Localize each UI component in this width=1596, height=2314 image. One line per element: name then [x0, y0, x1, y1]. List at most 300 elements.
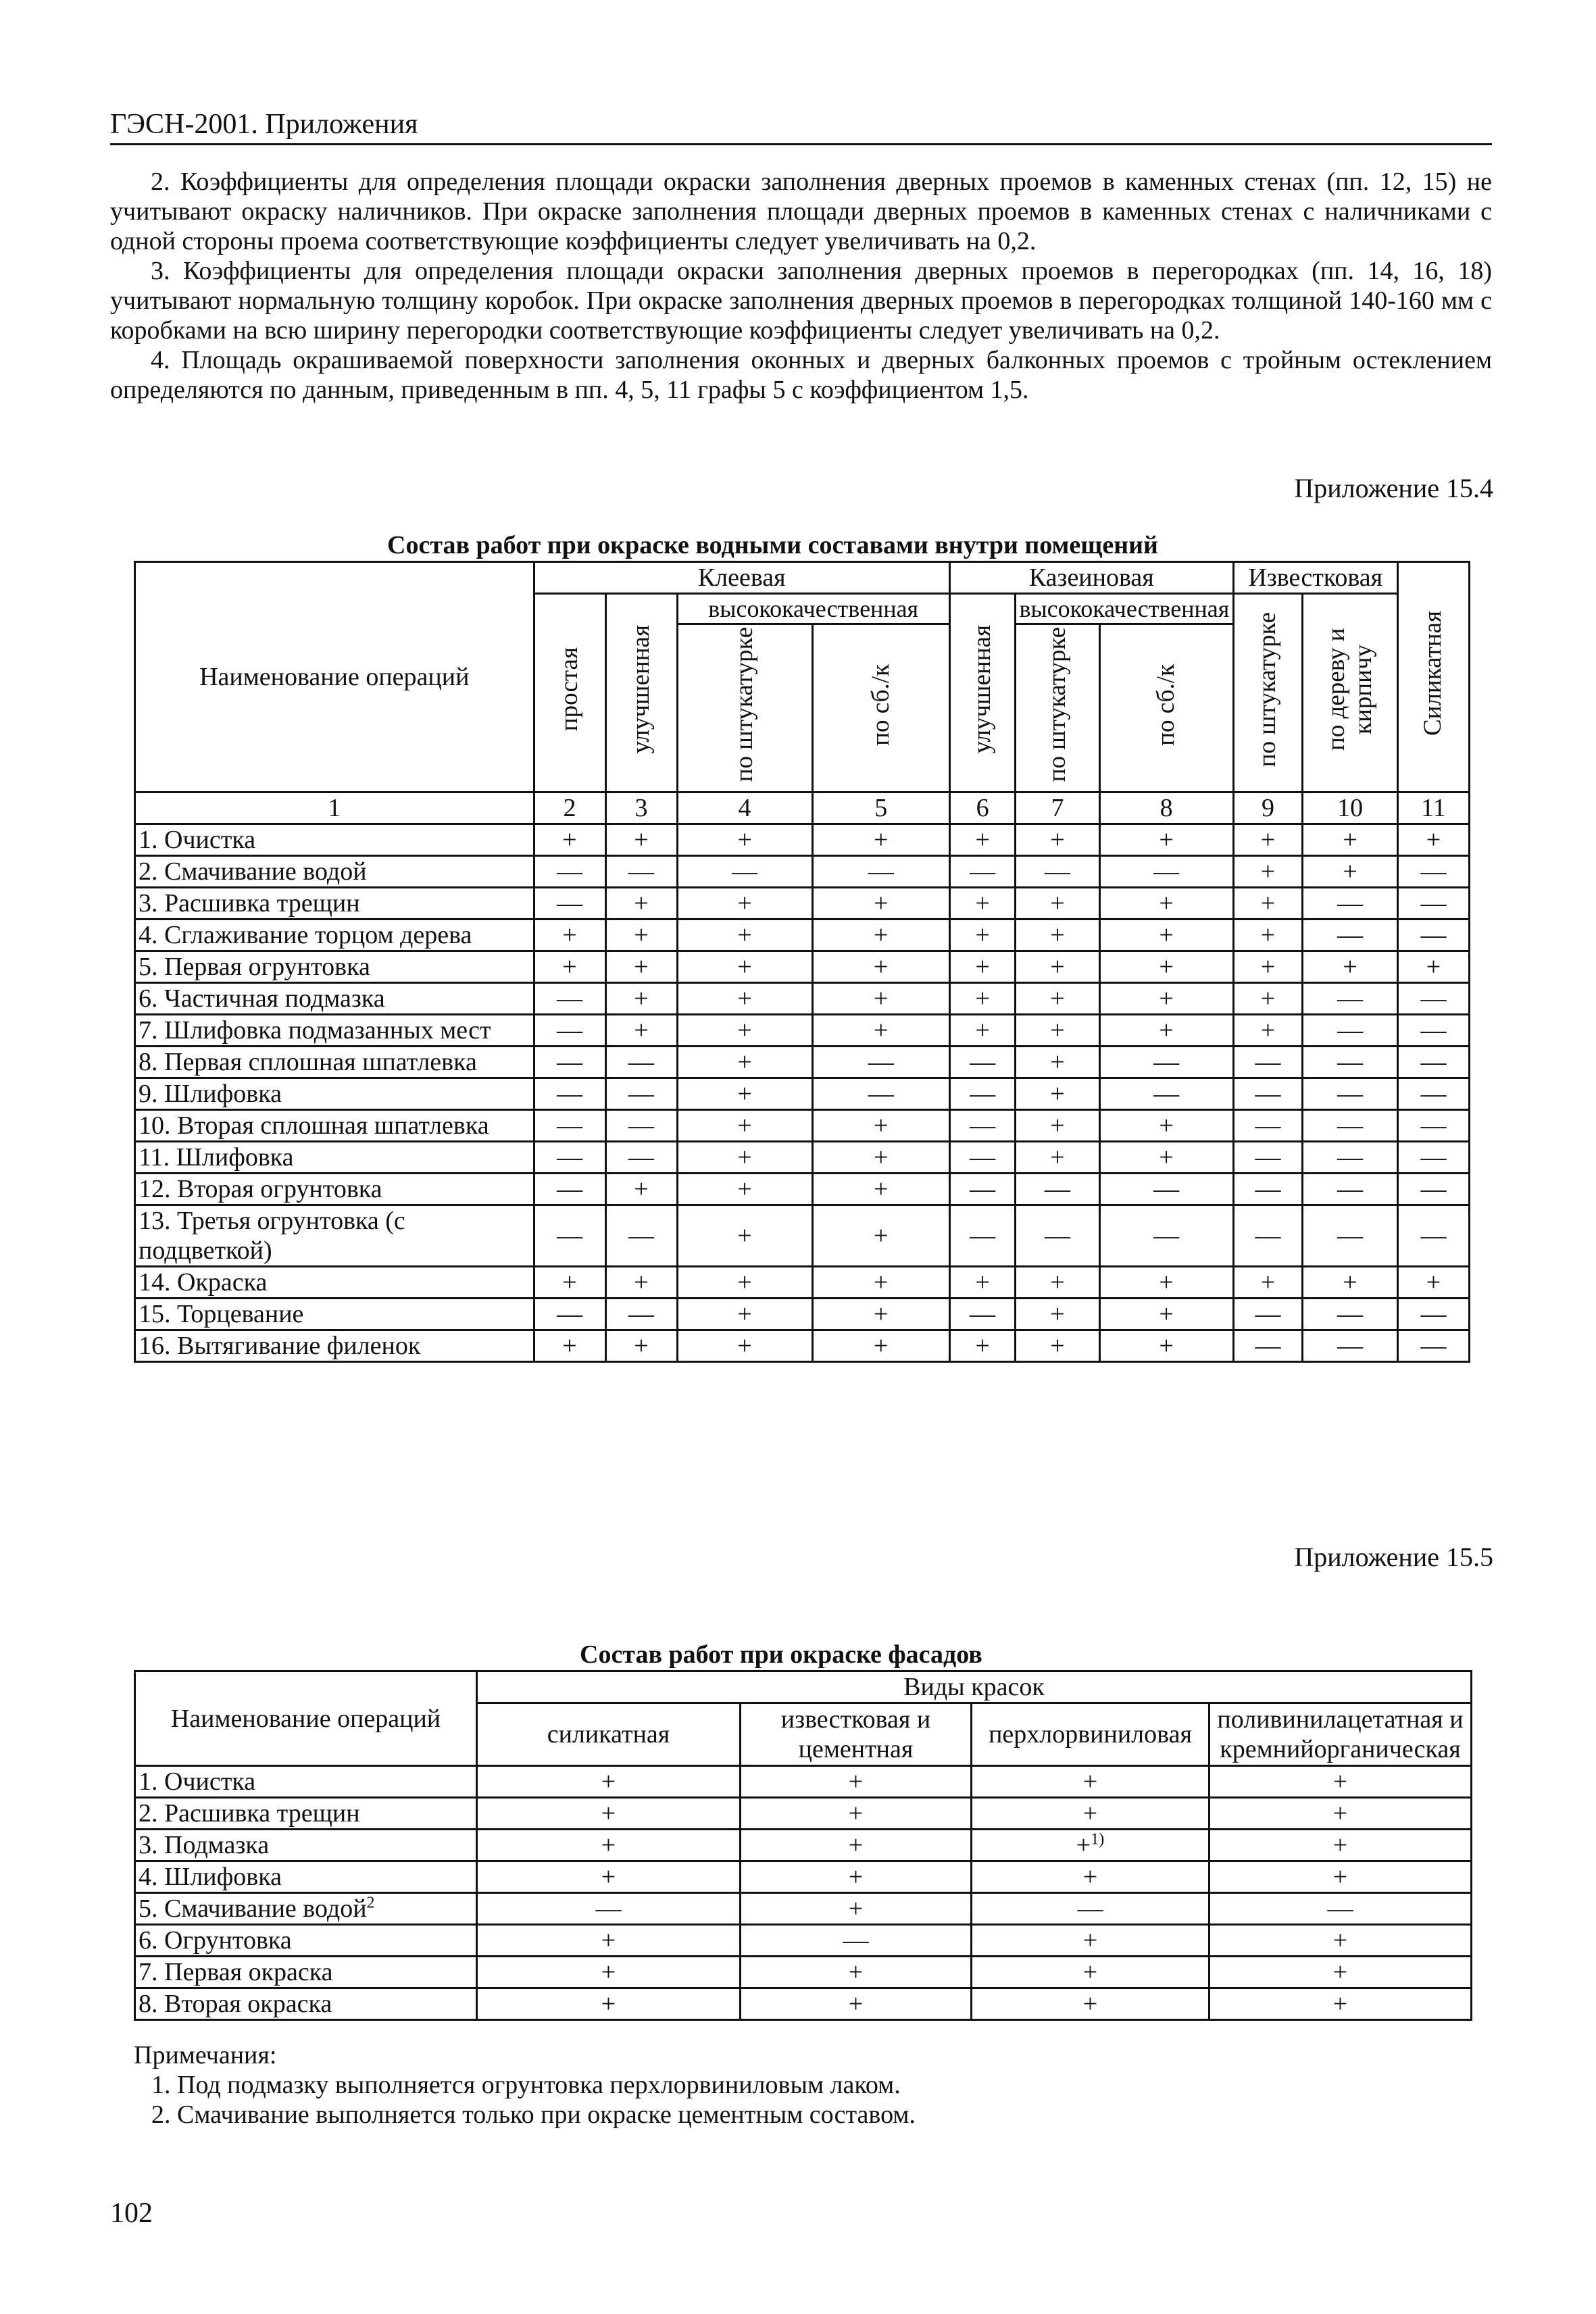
table-cell: [477, 1766, 741, 1798]
operation-name: 15. Торцевание: [135, 1299, 534, 1330]
table-cell: —: [534, 1110, 605, 1142]
operation-name: 16. Вытягивание филенок: [135, 1330, 534, 1362]
table-row: [135, 951, 1470, 983]
intro-text: [110, 167, 1492, 405]
table-cell: +: [1233, 888, 1303, 920]
table-cell: +: [605, 920, 677, 951]
table-cell: —: [534, 1047, 605, 1078]
table-row: [135, 1925, 1472, 1957]
header-silikatnaya: силикатная: [477, 1703, 741, 1766]
table-cell: +: [812, 983, 949, 1015]
table-cell: +: [677, 920, 812, 951]
operation-name: [135, 1957, 477, 1988]
table-cell: [1210, 1766, 1472, 1798]
table-cell: —: [812, 1047, 949, 1078]
header-col-5: по сб./к: [812, 624, 949, 793]
operation-name: 11. Шлифовка: [135, 1142, 534, 1174]
table-cell: +: [949, 920, 1015, 951]
table-row: [135, 856, 1470, 888]
table-cell: —: [534, 1299, 605, 1330]
table-cell: +: [677, 824, 812, 856]
table-cell: —: [1397, 920, 1469, 951]
header-col-3: улучшенная: [605, 594, 677, 793]
table-cell: +: [1016, 951, 1099, 983]
table-cell: —: [949, 1299, 1015, 1330]
cell-value: +: [1332, 1990, 1348, 2018]
table-cell: [1210, 1830, 1472, 1861]
table-cell: +: [534, 824, 605, 856]
cell-value: +: [1082, 1767, 1098, 1796]
table-cell: +: [812, 1330, 949, 1362]
cell-value: —: [843, 1926, 869, 1955]
cell-value: +: [1076, 1831, 1091, 1859]
table-row: [135, 824, 1470, 856]
table-row: [135, 1047, 1470, 1078]
appendix-label: Приложение 15.5: [1294, 1542, 1493, 1572]
table-cell: —: [1303, 1110, 1398, 1142]
table-cell: +: [605, 1015, 677, 1047]
table-cell: +: [1099, 1015, 1233, 1047]
operation-name: 13. Третья огрунтовка (с подцветкой): [135, 1205, 534, 1267]
cell-value: +: [1082, 1958, 1098, 1986]
header-col-9: по штукатурке: [1233, 594, 1303, 793]
table-row: [135, 1078, 1470, 1110]
table-cell: +: [677, 951, 812, 983]
table-cell: [1210, 1988, 1472, 2020]
cell-value: +: [1332, 1831, 1348, 1859]
table-cell: +: [677, 1330, 812, 1362]
table-cell: +: [1016, 1330, 1099, 1362]
cell-value: +: [1332, 1863, 1348, 1891]
table-cell: [972, 1988, 1210, 2020]
cell-value: +: [848, 1831, 864, 1859]
table-row: [135, 1015, 1470, 1047]
table-cell: —: [534, 1142, 605, 1174]
table-cell: +: [605, 888, 677, 920]
operation-name: [135, 1861, 477, 1893]
table-cell: +: [1016, 824, 1099, 856]
table-cell: [972, 1766, 1210, 1798]
operation-name: 5. Первая огрунтовка: [135, 951, 534, 983]
table-cell: [972, 1798, 1210, 1830]
operation-label: 2. Расшивка трещин: [139, 1799, 360, 1828]
table-cell: —: [1233, 1078, 1303, 1110]
table-cell: +: [1397, 824, 1469, 856]
table-cell: +: [812, 824, 949, 856]
table-cell: +: [1016, 1110, 1099, 1142]
table-row: [135, 1110, 1470, 1142]
table-cell: +: [812, 1299, 949, 1330]
footnote-marker: 1): [1091, 1830, 1105, 1848]
table-cell: —: [534, 983, 605, 1015]
table-cell: [477, 1830, 741, 1861]
header-col-2: простая: [534, 594, 605, 793]
cell-value: +: [848, 1863, 864, 1891]
table-cell: [1210, 1925, 1472, 1957]
table-row: [135, 1205, 1470, 1267]
table-cell: —: [1303, 1142, 1398, 1174]
notes-block: [134, 2040, 916, 2130]
table-cell: —: [1397, 856, 1469, 888]
column-number: 8: [1099, 793, 1233, 824]
operation-name: [135, 1988, 477, 2020]
notes-title: Примечания:: [134, 2041, 277, 2069]
column-number: 2: [534, 793, 605, 824]
table-cell: —: [1397, 888, 1469, 920]
table-cell: —: [1397, 1110, 1469, 1142]
column-number: 4: [677, 793, 812, 824]
table-cell: +: [812, 1015, 949, 1047]
intro-paragraph: 3. Коэффициенты для определения площади окраски заполнения дверных проемов в перегородках (пп. 14, 16, 18) учитывают нормальную толщину коробок. При окраске заполнения дверных проемов в перегородках толщиной 140-160 мм с коробками на всю ширину перегородки соответствующие коэффициенты следует увеличивать на 0,2.: [110, 257, 1492, 345]
column-number: 7: [1016, 793, 1099, 824]
table-cell: —: [534, 1015, 605, 1047]
table-cell: [741, 1957, 972, 1988]
table-cell: —: [949, 1047, 1015, 1078]
operation-name: [135, 1766, 477, 1798]
column-number: 9: [1233, 793, 1303, 824]
table-cell: [1210, 1861, 1472, 1893]
table-cell: [741, 1830, 972, 1861]
table-cell: +: [534, 951, 605, 983]
operation-label: 7. Первая окраска: [139, 1958, 333, 1986]
table-cell: +: [1016, 888, 1099, 920]
table-cell: +: [677, 1174, 812, 1205]
table-cell: —: [1233, 1142, 1303, 1174]
operations-table-body: [135, 824, 1470, 1362]
column-number: 11: [1397, 793, 1469, 824]
table-cell: +: [1099, 1142, 1233, 1174]
table-cell: [972, 1861, 1210, 1893]
table-cell: +: [605, 1267, 677, 1299]
table-cell: +: [1233, 824, 1303, 856]
page-number: 102: [110, 2198, 153, 2229]
table-cell: +: [812, 1110, 949, 1142]
cell-value: +: [848, 1894, 864, 1923]
operation-name: 10. Вторая сплошная шпатлевка: [135, 1110, 534, 1142]
cell-value: +: [1082, 1990, 1098, 2018]
cell-value: +: [601, 1863, 616, 1891]
column-number: 1: [135, 793, 534, 824]
operations-table-interior: [134, 561, 1470, 1363]
table-cell: [741, 1925, 972, 1957]
table-row: [135, 1299, 1470, 1330]
table-cell: —: [949, 1110, 1015, 1142]
group-kazeinovaya: Казеиновая: [949, 562, 1233, 594]
operation-name: 7. Шлифовка подмазанных мест: [135, 1015, 534, 1047]
header-perhlorvinilovaya: перхлорвиниловая: [972, 1703, 1210, 1766]
cell-value: —: [595, 1894, 622, 1923]
table-cell: +: [1233, 920, 1303, 951]
cell-value: +: [601, 1958, 616, 1986]
table-cell: +: [677, 1015, 812, 1047]
table-cell: +: [677, 983, 812, 1015]
table-cell: —: [1303, 1047, 1398, 1078]
operation-label: 8. Вторая окраска: [139, 1990, 332, 2018]
table-cell: —: [1233, 1330, 1303, 1362]
table-cell: +: [605, 1330, 677, 1362]
table-cell: +: [1233, 951, 1303, 983]
table-cell: —: [1233, 1299, 1303, 1330]
table-cell: +: [949, 824, 1015, 856]
cell-value: +: [1332, 1958, 1348, 1986]
column-number: 5: [812, 793, 949, 824]
table-cell: +: [1303, 824, 1398, 856]
table-cell: [477, 1798, 741, 1830]
table-row: [135, 1267, 1470, 1299]
cell-value: +: [1332, 1799, 1348, 1828]
table-cell: —: [605, 1142, 677, 1174]
table-cell: —: [605, 1299, 677, 1330]
table-cell: +: [677, 1110, 812, 1142]
table-cell: —: [1233, 1047, 1303, 1078]
table-cell: —: [1303, 1015, 1398, 1047]
table-cell: —: [1397, 1142, 1469, 1174]
table-cell: —: [1397, 1174, 1469, 1205]
column-numbers-row: [135, 793, 1470, 824]
appendix-label: Приложение 15.4: [1294, 473, 1493, 503]
table-cell: +: [949, 1330, 1015, 1362]
table-cell: +: [605, 983, 677, 1015]
table-cell: +: [1016, 1078, 1099, 1110]
table-row: [135, 983, 1470, 1015]
table-cell: —: [949, 856, 1015, 888]
header-col-6: улучшенная: [949, 594, 1015, 793]
table-cell: —: [1303, 1330, 1398, 1362]
group-izvestkovaya: Известковая: [1233, 562, 1397, 594]
table-cell: +: [949, 951, 1015, 983]
table-cell: —: [534, 856, 605, 888]
table-cell: —: [949, 1078, 1015, 1110]
cell-value: +: [848, 1958, 864, 1986]
table-cell: [741, 1893, 972, 1925]
table-cell: +: [677, 1299, 812, 1330]
table-cell: +: [1099, 1267, 1233, 1299]
table-caption: Состав работ при окраске фасадов: [580, 1640, 982, 1669]
table-cell: —: [1303, 983, 1398, 1015]
table-cell: [477, 1861, 741, 1893]
table-cell: [741, 1988, 972, 2020]
operation-name: 6. Частичная подмазка: [135, 983, 534, 1015]
column-number: 3: [605, 793, 677, 824]
table-cell: +: [1233, 983, 1303, 1015]
table-cell: —: [1303, 920, 1398, 951]
note-item: 1. Под подмазку выполняется огрунтовка перхлорвиниловым лаком.: [151, 2071, 901, 2099]
table-cell: —: [1397, 1205, 1469, 1267]
table-row: [135, 1893, 1472, 1925]
table-cell: +: [1016, 1299, 1099, 1330]
table-cell: +: [1099, 1330, 1233, 1362]
table-cell: +: [1016, 1267, 1099, 1299]
operation-name: [135, 1925, 477, 1957]
operation-label: 1. Очистка: [139, 1767, 256, 1796]
table-caption: Состав работ при окраске водными составами внутри помещений: [387, 531, 1158, 559]
operation-label: 6. Огрунтовка: [139, 1926, 292, 1955]
table-cell: —: [1397, 983, 1469, 1015]
operation-label: 3. Подмазка: [139, 1831, 270, 1859]
table-cell: —: [1303, 1299, 1398, 1330]
table-cell: —: [949, 1205, 1015, 1267]
table-cell: —: [1397, 1047, 1469, 1078]
cell-value: +: [601, 1799, 616, 1828]
table-cell: —: [534, 1174, 605, 1205]
table-cell: —: [534, 1078, 605, 1110]
cell-value: +: [848, 1767, 864, 1796]
table-cell: +: [812, 1205, 949, 1267]
header-col-7: по штукатурке: [1016, 624, 1099, 793]
operations-table-facades: [134, 1670, 1472, 2021]
operation-name: 4. Сглаживание торцом дерева: [135, 920, 534, 951]
table-cell: —: [1303, 1078, 1398, 1110]
table-cell: +: [1016, 1015, 1099, 1047]
operation-name: 2. Смачивание водой: [135, 856, 534, 888]
table-cell: +: [605, 824, 677, 856]
table-cell: —: [1099, 1205, 1233, 1267]
table-cell: +: [605, 951, 677, 983]
cell-value: +: [1332, 1926, 1348, 1955]
table-cell: —: [1397, 1078, 1469, 1110]
table-cell: +: [1099, 824, 1233, 856]
table-cell: —: [605, 1110, 677, 1142]
table-cell: +: [1099, 1299, 1233, 1330]
table-row: [135, 1861, 1472, 1893]
cell-value: +: [601, 1831, 616, 1859]
operation-name: [135, 1798, 477, 1830]
cell-value: +: [1082, 1863, 1098, 1891]
table-cell: [972, 1957, 1210, 1988]
table-cell: —: [1099, 856, 1233, 888]
table-cell: —: [1233, 1174, 1303, 1205]
table-cell: [741, 1798, 972, 1830]
table-row: [135, 920, 1470, 951]
table-cell: [741, 1861, 972, 1893]
table-row: [135, 888, 1470, 920]
table-row: [135, 1330, 1470, 1362]
header-izvestkovaya-cementnaya: известковая и цементная: [741, 1703, 972, 1766]
table-cell: +: [677, 1078, 812, 1110]
intro-paragraph: 2. Коэффициенты для определения площади окраски заполнения дверных проемов в каменных стенах (пп. 12, 15) не учитывают окраску наличников. При окраске заполнения площади дверных проемов в каменных стенах с наличниками с одной стороны проема соответствующие коэффициенты следует увеличивать на 0,2.: [110, 168, 1492, 255]
table-cell: [741, 1766, 972, 1798]
header-col-8: по сб./к: [1099, 624, 1233, 793]
table-cell: —: [605, 1205, 677, 1267]
table-cell: [1210, 1957, 1472, 1988]
table-cell: [972, 1893, 1210, 1925]
cell-value: +: [1082, 1799, 1098, 1828]
table-cell: +: [949, 1267, 1015, 1299]
table-cell: +: [1099, 920, 1233, 951]
table-cell: —: [1233, 1205, 1303, 1267]
table-cell: [1210, 1893, 1472, 1925]
table-cell: —: [812, 856, 949, 888]
subgroup-hq-kleevaya: высококачественная: [677, 594, 949, 624]
table-cell: +: [812, 920, 949, 951]
table-cell: —: [534, 1205, 605, 1267]
table-cell: +: [677, 1142, 812, 1174]
table-cell: +: [677, 1205, 812, 1267]
operation-label: 4. Шлифовка: [139, 1863, 282, 1891]
footnote-marker: 2: [366, 1894, 375, 1912]
operation-name: 8. Первая сплошная шпатлевка: [135, 1047, 534, 1078]
operation-name: [135, 1830, 477, 1861]
cell-value: —: [1327, 1894, 1353, 1923]
table-cell: —: [1397, 1299, 1469, 1330]
table-cell: —: [605, 856, 677, 888]
cell-value: +: [601, 1767, 616, 1796]
table-cell: +: [1099, 983, 1233, 1015]
table-cell: —: [1303, 1174, 1398, 1205]
table-cell: +: [677, 888, 812, 920]
table-cell: [972, 1830, 1210, 1861]
table-cell: +: [1016, 1142, 1099, 1174]
table-cell: —: [812, 1078, 949, 1110]
table-cell: +: [1233, 1267, 1303, 1299]
table-cell: +: [812, 888, 949, 920]
table-cell: +: [1397, 951, 1469, 983]
table-cell: [477, 1957, 741, 1988]
table-cell: +: [1016, 1047, 1099, 1078]
cell-value: +: [601, 1990, 616, 2018]
table-cell: —: [1397, 1015, 1469, 1047]
subgroup-hq-kazeinovaya: высококачественная: [1016, 594, 1233, 624]
table-cell: +: [605, 1174, 677, 1205]
table-row: [135, 1174, 1470, 1205]
header-operation-name: Наименование операций: [135, 562, 534, 793]
group-kleevaya: Клеевая: [534, 562, 949, 594]
table-row: [135, 1988, 1472, 2020]
group-paint-types: Виды красок: [477, 1671, 1472, 1703]
page-header: ГЭСН-2001. Приложения: [110, 108, 1492, 145]
cell-value: +: [848, 1799, 864, 1828]
table-cell: —: [677, 856, 812, 888]
table-cell: —: [1397, 1330, 1469, 1362]
table-cell: [972, 1925, 1210, 1957]
operation-name: 3. Расшивка трещин: [135, 888, 534, 920]
table-cell: +: [949, 888, 1015, 920]
table-cell: +: [534, 1267, 605, 1299]
table-cell: —: [1303, 1205, 1398, 1267]
header-col-10: по дереву и кирпичу: [1303, 594, 1398, 793]
operation-name: 1. Очистка: [135, 824, 534, 856]
table-cell: +: [1233, 1015, 1303, 1047]
cell-value: +: [1332, 1767, 1348, 1796]
table-cell: —: [1099, 1047, 1233, 1078]
table-cell: —: [1303, 888, 1398, 920]
table-row: [135, 1798, 1472, 1830]
table-cell: +: [812, 1267, 949, 1299]
table-cell: +: [1303, 856, 1398, 888]
operation-name: [135, 1893, 477, 1925]
operation-label: 5. Смачивание водой: [139, 1894, 367, 1923]
table-cell: +: [1099, 888, 1233, 920]
table-cell: —: [1016, 1174, 1099, 1205]
table-cell: —: [1016, 856, 1099, 888]
table-cell: +: [534, 1330, 605, 1362]
table-cell: [477, 1893, 741, 1925]
column-number: 10: [1303, 793, 1398, 824]
header-polivinilacetatnaya: поливинилацетатная и кремнийорганическая: [1210, 1703, 1472, 1766]
table-row: [135, 1766, 1472, 1798]
table-cell: +: [812, 1142, 949, 1174]
table-cell: —: [949, 1142, 1015, 1174]
table-cell: —: [1233, 1110, 1303, 1142]
table-cell: —: [605, 1078, 677, 1110]
table-cell: +: [1099, 951, 1233, 983]
facades-table-body: [135, 1766, 1472, 2020]
table-cell: +: [949, 1015, 1015, 1047]
table-row: [135, 1142, 1470, 1174]
table-cell: +: [1397, 1267, 1469, 1299]
note-item: 2. Смачивание выполняется только при окраске цементным составом.: [151, 2101, 916, 2129]
table-cell: +: [1016, 920, 1099, 951]
